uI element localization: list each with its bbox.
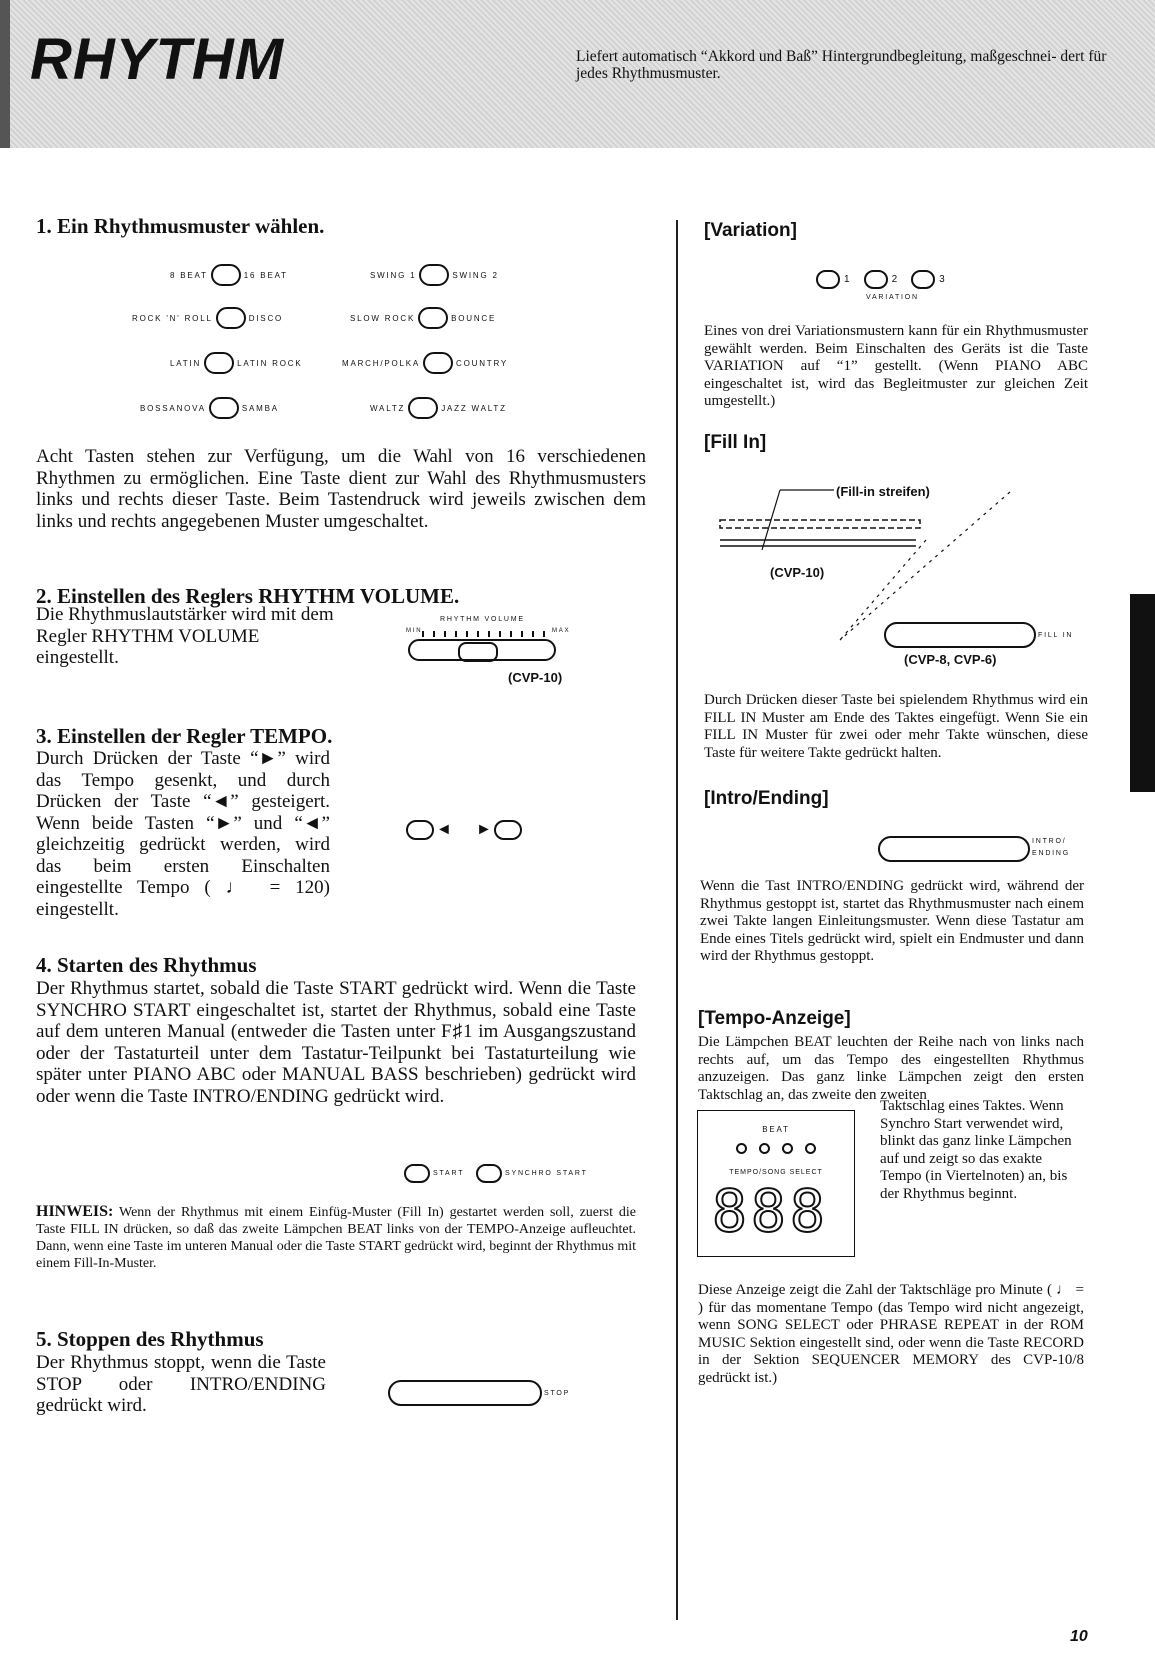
rhythm-pill-icon [408,397,438,419]
section4-note [36,1203,636,1272]
section3-body: Durch Drücken der Taste “►” wird das Tempo gesenkt, und durch Drücken der Taste “◄” gesteigert. Wenn beide Tasten “►” und “◄” gleichzeitig gedrückt werden, wird das beim ersten Einschalten eingestellte Tempo ( ♩ = 120) eingestellt. [36,748,330,920]
variation-caption: VARIATION [866,294,919,301]
fillin-label: FILL IN [1038,632,1074,639]
start-button[interactable]: START [404,1164,464,1183]
variation-buttons [816,270,945,289]
tempo-heading: [Tempo-Anzeige] [698,1008,851,1029]
tempo-down-button[interactable] [406,820,452,840]
header-edge-bar [0,0,10,148]
page-subtitle: Liefert automatisch “Akkord und Baß” Hintergrundbegleitung, maßgeschnei- dert für jedes Rhythmusmuster. [576,48,1107,82]
rhythm-button-8beat-16beat[interactable]: 8 BEAT 16 BEAT [170,264,288,286]
tempo-body-bottom: Diese Anzeige zeigt die Zahl der Taktschläge pro Minute ( ♩ = ) für das momentane Tempo (das Tempo wird nicht angezeigt, wenn SONG SELECT oder PHRASE REPEAT in der ROM MUSIC Sektion eingestellt sind, oder wenn die Taste RECORD in der Sektion SEQUENCER MEMORY des CVP-10/8 gedrückt ist.) [698,1282,1084,1386]
synchro-pill-icon [476,1164,502,1183]
section4-heading: 4. Starten des Rhythmus [36,953,257,977]
variation-3-button[interactable] [911,270,935,289]
tempo-body-top: Die Lämpchen BEAT leuchten der Reihe nach von links nach rechts auf, um das Tempo des eingestellten Rhythmus anzuzeigen. Das ganz linke Lämpchen zeigt den ersten Taktschlag an, das zweite den zweiten [698,1034,1084,1103]
rhythm-pill-icon [209,397,239,419]
variation-body: Eines von drei Variationsmustern kann für ein Rhythmusmuster gewählt werden. Beim Einschalten des Geräts ist die Taste VARIATION auf “1” gestellt. (Wenn PIANO ABC eingeschaltet ist, wird das Begleitmuster zur gleichen Zeit umgestellt.) [704,323,1088,409]
volume-scale-ticks [422,631,546,637]
rhythm-pill-icon [419,264,449,286]
rhythm-button-latin-latinrock[interactable]: LATIN LATIN ROCK [170,352,303,374]
tempo-pill-icon [494,820,522,840]
page-number: 10 [1070,1628,1088,1645]
variation-2-button[interactable] [864,270,888,289]
fillin-diagram [700,480,1100,680]
fillin-model2: (CVP-8, CVP-6) [904,652,997,667]
beat-lamp-icon [782,1143,793,1154]
section1-heading: 1. Ein Rhythmusmuster wählen. [36,214,325,238]
start-pill-icon [404,1164,430,1183]
rhythm-button-waltz-jazzwaltz[interactable]: WALTZ JAZZ WALTZ [370,397,507,419]
section2-body: Die Rhythmuslautstärker wird mit dem Regler RHYTHM VOLUME eingestellt. [36,604,334,668]
note-label: HINWEIS: [36,1203,114,1220]
intro-heading: [Intro/Ending] [704,788,829,809]
intro-body: Wenn die Tast INTRO/ENDING gedrückt wird, während der Rhythmus gestoppt ist, startet das Rhythmusmuster nach einem zwei Takte langen Einleitungsmuster. Wenn diese Tastatur am Ende eines Titels gedrückt wird, spielt ein Endmuster und dann wird der Rhythmus gestoppt. [700,878,1084,964]
tempo-pill-icon [406,820,434,840]
variation-1-label: 1 [844,274,850,285]
tempo-display-panel [697,1110,855,1257]
tempo-display-label: TEMPO/SONG SELECT [729,1169,823,1176]
rhythm-button-rocknroll-disco[interactable]: ROCK 'N' ROLL DISCO [132,307,283,329]
beat-label: BEAT [762,1125,790,1134]
intro-ending-button[interactable] [878,836,1030,862]
intro-label-1: INTRO/ [1032,838,1067,845]
rhythm-button-marchpolka-country[interactable]: MARCH/POLKA COUNTRY [342,352,508,374]
section2-heading: 2. Einstellen des Reglers RHYTHM VOLUME. [36,584,460,608]
seven-segment-display: 888 [712,1177,829,1245]
rhythm-button-slowrock-bounce[interactable]: SLOW ROCK BOUNCE [350,307,496,329]
intro-label-2: ENDING [1032,850,1071,857]
volume-model-label: (CVP-10) [508,670,563,685]
rhythm-pill-icon [418,307,448,329]
variation-2-label: 2 [891,274,898,285]
edge-tab-marker [1130,594,1155,792]
section3-heading: 3. Einstellen der Regler TEMPO. [36,724,333,748]
volume-max-label: MAX [552,628,571,634]
section1-body: Acht Tasten stehen zur Verfügung, um die Wahl von 16 verschiedenen Rhythmen zu ermöglichen. Eine Taste dient zur Wahl des Rhythmusmusters links und rechts dieser Taste. Beim Tastendruck wird jeweils zwischen dem links und rechts angegebenen Muster umgeschaltet. [36,446,646,532]
rhythm-pill-icon [216,307,246,329]
beat-lamp-icon [805,1143,816,1154]
volume-slider-knob[interactable] [458,642,498,662]
synchro-start-button[interactable]: SYNCHRO START [476,1164,588,1183]
tempo-body-side: Taktschlag eines Taktes. Wenn Synchro Start verwendet wird, blinkt das ganz linke Lämpchen auf und zeigt so das exakte Tempo (in Viertelnoten) an, bis der Rhythmus beginnt. [880,1098,1072,1202]
rhythm-button-swing[interactable]: SWING 1 SWING 2 [370,264,499,286]
fillin-body: Durch Drücken dieser Taste bei spielendem Rhythmus wird ein FILL IN Muster am Ende des Taktes eingefügt. Wenn Sie ein FILL IN Muster für zwei oder mehr Takte wünschen, diese Taste für weitere Takte gedrückt halten. [704,692,1088,761]
stop-button[interactable] [388,1380,542,1406]
variation-3-label: 3 [939,274,945,285]
section4-body: Der Rhythmus startet, sobald die Taste START gedrückt wird. Wenn die Taste SYNCHRO START eingeschaltet ist, startet der Rhythmus, sobald eine Taste auf dem unteren Manual (entweder die Tasten unter F♯1 im Ausgangszustand oder der Tastaturteil unter dem Tastatur-Teilpunkt bei Tastaturteilung wie später unter PIANO ABC oder MANUAL BASS beschrieben) gedrückt wird oder wenn die Taste INTRO/ENDING gedrückt wird. [36,978,636,1107]
fillin-heading: [Fill In] [704,432,767,453]
rhythm-pill-icon [204,352,234,374]
note-text: Wenn der Rhythmus mit einem Einfüg-Muster (Fill In) gestartet werden soll, zuerst die Taste FILL IN drücken, so daß das zweite Lämpchen BEAT links von der TEMPO-Anzeige aufleuchtet. Dann, wenn eine Taste im unteren Manual oder die Taste START gedrückt wird, beginnt der Rhythmus mit einem Fill-In-Muster. [36,1205,637,1271]
column-divider [676,220,678,1620]
fillin-strip-label: (Fill-in streifen) [836,484,930,499]
variation-1-button[interactable] [816,270,840,289]
rhythm-volume-label: RHYTHM VOLUME [440,616,525,623]
right-arrow-icon: ► [476,821,492,838]
fillin-model1: (CVP-10) [770,565,825,580]
section5-heading: 5. Stoppen des Rhythmus [36,1327,264,1351]
left-arrow-icon: ◄ [436,821,452,838]
tempo-up-button[interactable] [476,820,522,840]
rhythm-button-bossanova-samba[interactable]: BOSSANOVA SAMBA [140,397,279,419]
rhythm-volume-slider[interactable] [408,639,556,661]
beat-lamp-icon [736,1143,747,1154]
volume-min-label: MIN [406,628,423,634]
fillin-button[interactable] [884,622,1036,648]
variation-heading: [Variation] [704,220,797,241]
beat-lamps [698,1141,854,1159]
page-title: RHYTHM [30,27,285,92]
section5-body: Der Rhythmus stoppt, wenn die Taste STOP oder INTRO/ENDING gedrückt wird. [36,1352,326,1416]
beat-lamp-icon [759,1143,770,1154]
rhythm-pill-icon [211,264,241,286]
rhythm-pill-icon [423,352,453,374]
stop-label: STOP [544,1390,571,1397]
